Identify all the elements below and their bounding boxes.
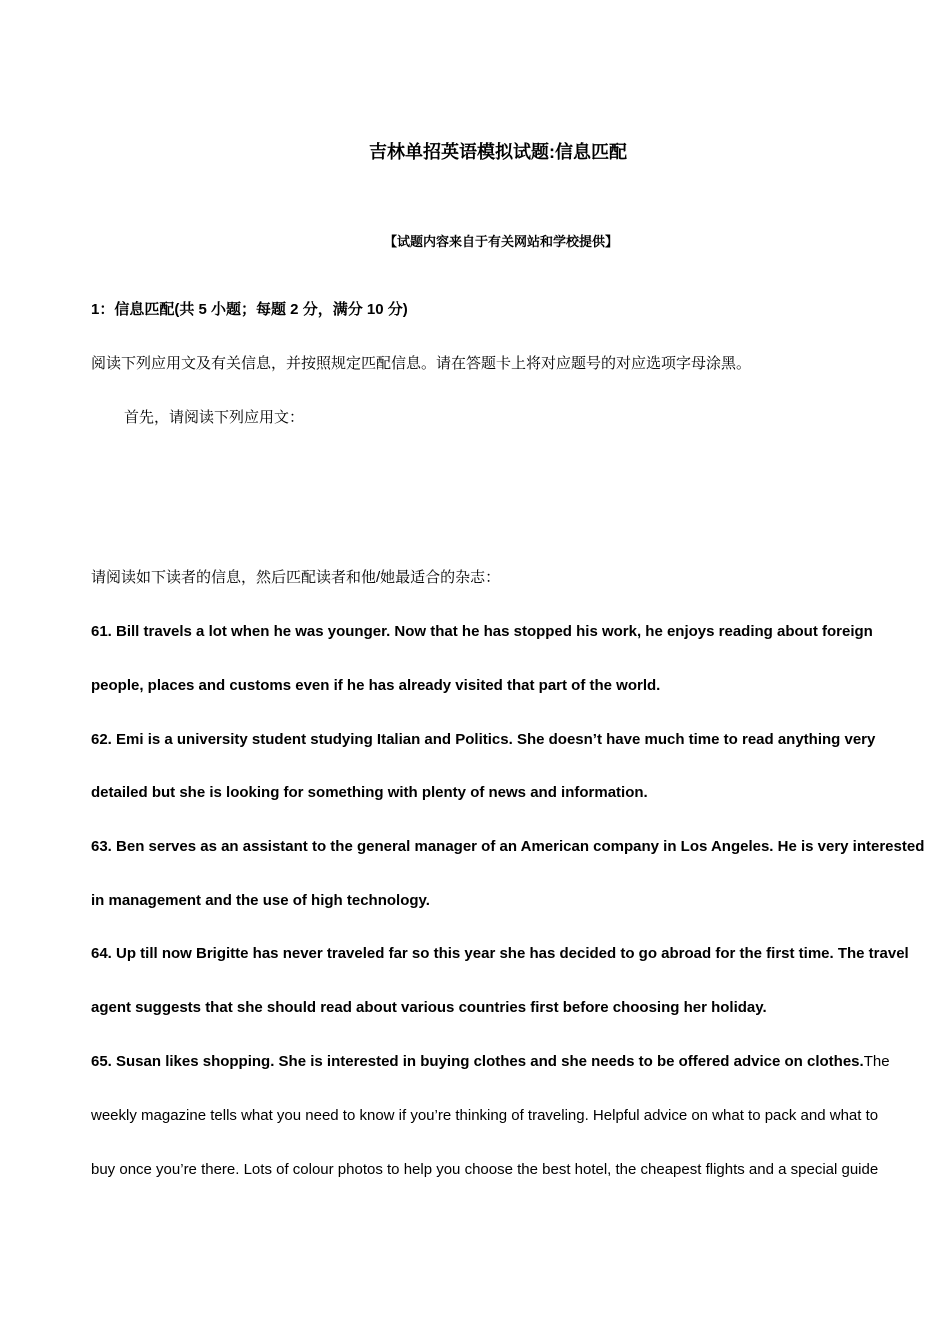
question-63-line-2: in management and the use of high technology. (91, 892, 430, 909)
first-prompt: 首先，请阅读下列应用文： (124, 409, 305, 426)
instruction-text: 阅读下列应用文及有关信息，并按照规定匹配信息。请在答题卡上将对应题号的对应选项字母涂黑。 (91, 355, 752, 372)
question-62-line-2: detailed but she is looking for something with plenty of news and information. (91, 784, 648, 801)
question-61-line-1: 61. Bill travels a lot when he was younger. Now that he has stopped his work, he enjoys reading about foreign (91, 623, 873, 640)
passage-line-2: buy once you’re there. Lots of colour photos to help you choose the best hotel, the cheapest flights and a special guide (91, 1161, 879, 1178)
document-title: 吉林单招英语模拟试题:信息匹配 (369, 142, 627, 162)
question-61-line-2: people, places and customs even if he has already visited that part of the world. (91, 677, 661, 694)
question-65-line (91, 1052, 890, 1072)
passage-start: The (863, 1053, 890, 1070)
section-heading: 1：信息匹配(共 5 小题；每题 2 分，满分 10 分) (91, 301, 408, 318)
question-65-text: 65. Susan likes shopping. She is interested in buying clothes and she needs to be offered advice on clothes. (91, 1053, 864, 1070)
question-64-line-1: 64. Up till now Brigitte has never traveled far so this year she has decided to go abroad for the first time. The travel (91, 945, 909, 962)
question-62-line-1: 62. Emi is a university student studying Italian and Politics. She doesn’t have much time to read anything very (91, 731, 876, 748)
passage-line-1: weekly magazine tells what you need to know if you’re thinking of traveling. Helpful advice on what to pack and what to (91, 1107, 879, 1124)
question-63-line-1: 63. Ben serves as an assistant to the general manager of an American company in Los Angeles. He is very interested (91, 838, 925, 855)
second-prompt: 请阅读如下读者的信息，然后匹配读者和他/她最适合的杂志： (91, 569, 501, 586)
question-64-line-2: agent suggests that she should read about various countries first before choosing her holiday. (91, 999, 767, 1016)
source-note: 【试题内容来自于有关网站和学校提供】 (384, 234, 619, 249)
